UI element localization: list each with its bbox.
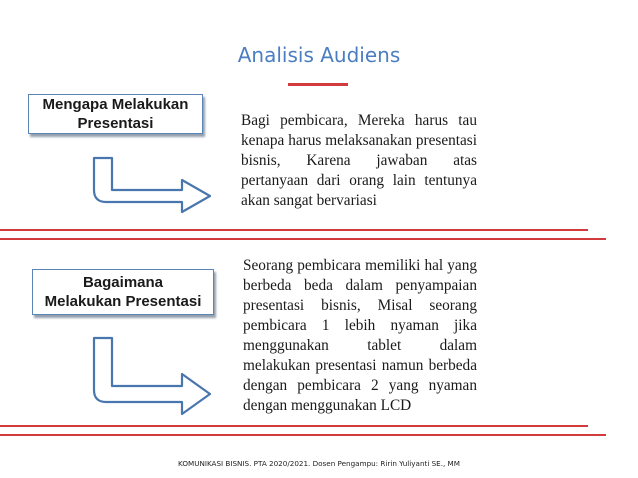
- label-box-line: Presentasi: [77, 115, 154, 132]
- divider-line: [0, 425, 588, 427]
- footer-text: KOMUNIKASI BISNIS. PTA 2020/2021. Dosen Pengampu: Ririn Yuliyanti SE., MM: [178, 459, 460, 468]
- bent-arrow-icon: [86, 332, 221, 416]
- section-1-text: Bagi pembicara, Mereka harus tau kenapa harus melaksanakan presentasi bisnis, Karena jawaban atas pertanyaan dari orang lain tentunya akan sangat bervariasi: [241, 112, 477, 209]
- section-2-text: Seorang pembicara memiliki hal yang berbeda beda dalam penyampaian presentasi bisnis, Misal seorang pembicara 1 lebih nyaman jika menggunakan tablet dalam melakukan presentasi namun berbeda dengan pembicara 2 yang nyaman dengan menggunakan LCD: [243, 257, 477, 414]
- divider-line: [0, 434, 606, 436]
- slide-title: Analisis Audiens: [237, 43, 401, 67]
- label-box-how-present: [32, 269, 214, 315]
- label-box-line: Bagaimana: [82, 274, 164, 291]
- bent-arrow-icon: [86, 150, 221, 216]
- label-box-line: Mengapa Melakukan: [42, 96, 189, 113]
- label-box-line: Melakukan Presentasi: [44, 293, 202, 310]
- label-box-why-present: [28, 94, 203, 134]
- divider-line: [0, 238, 606, 240]
- divider-line: [0, 229, 588, 231]
- title-underline: [288, 83, 348, 86]
